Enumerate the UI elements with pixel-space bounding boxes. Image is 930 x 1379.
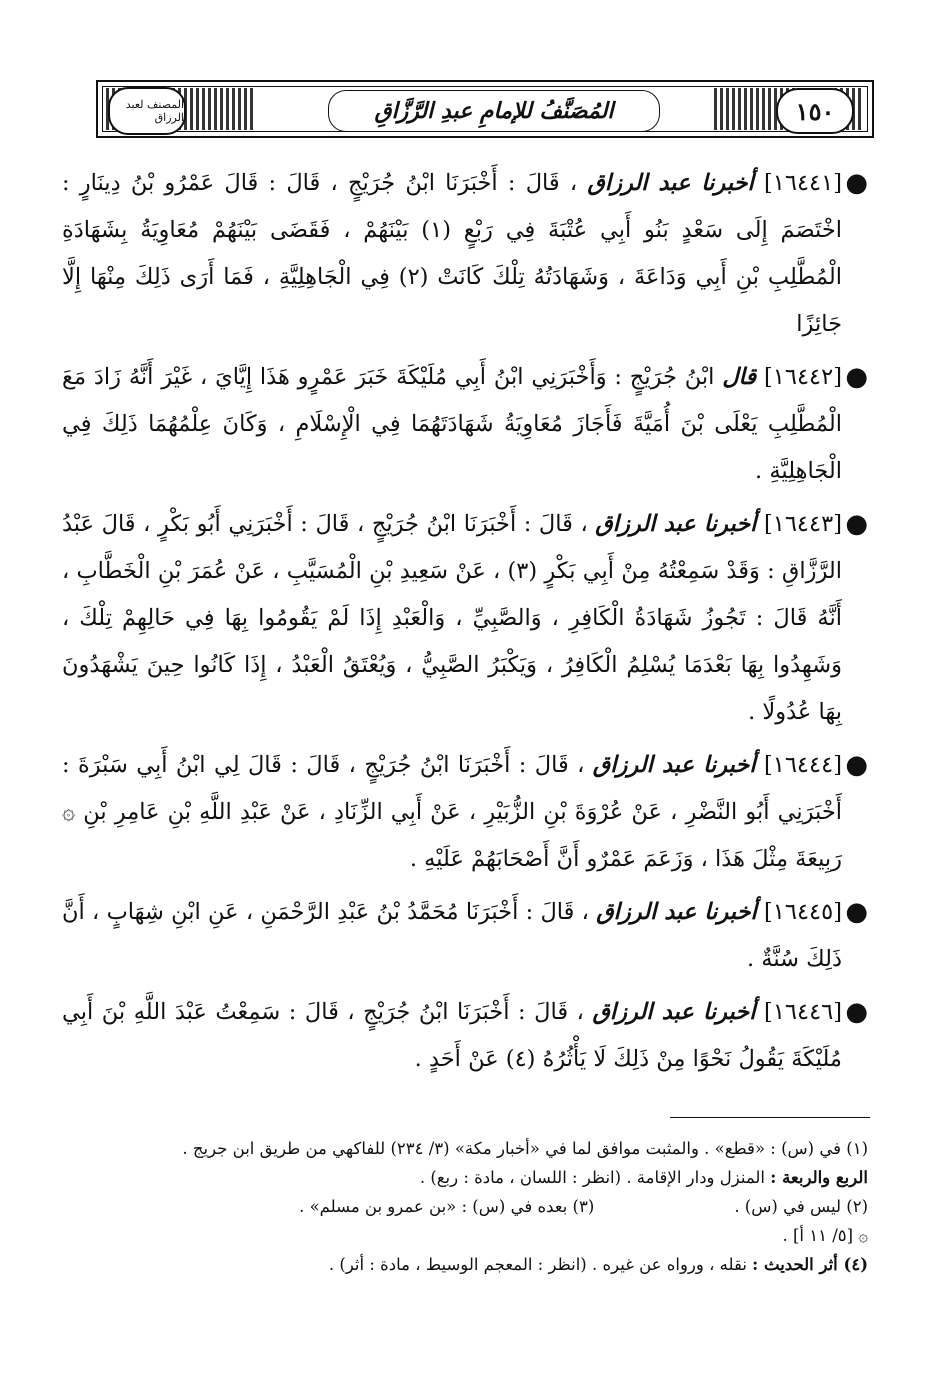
gloss-term: الربع والربعة : — [770, 1168, 868, 1187]
hadith-number: [١٦٤٤٥] — [764, 899, 843, 925]
hadith-number: [١٦٤٤٦] — [764, 999, 843, 1025]
footnote-4 — [62, 1250, 868, 1279]
gloss-term: (٤) أثر الحديث : — [752, 1255, 868, 1274]
footnote-1-gloss — [62, 1163, 868, 1192]
hadith-lead: أخبرنا عبد الرزاق — [587, 170, 754, 196]
page-header — [96, 80, 874, 138]
folio-marker: ۞ [٥/ ١١ أ] . — [782, 1226, 868, 1245]
footnotes — [62, 1134, 868, 1279]
hadith-text: ، قَالَ : أَخْبَرَنَا مُحَمَّدُ بْنُ عَبْدِ الرَّحْمَنِ ، عَنِ ابْنِ شِهَابٍ ، أَنَّ ذَلِكَ سُنَّةٌ . — [62, 899, 842, 972]
footnote-1: (١) في (س) : «قطع» . والمثبت موافق لما في «أخبار مكة» (٣/ ٢٣٤) للفاكهي من طريق ابن جريج . — [182, 1139, 868, 1158]
page-number: ١٥٠ — [776, 88, 854, 134]
bullet-icon: ● — [845, 362, 868, 392]
hadith-item — [62, 501, 868, 736]
seal-logo — [108, 87, 186, 135]
footnote-separator — [670, 1117, 870, 1118]
hadith-number: [١٦٤٤٣] — [763, 511, 842, 537]
hadith-lead: أخبرنا عبد الرزاق — [592, 999, 756, 1025]
hadith-lead: أخبرنا عبد الرزاق — [592, 752, 756, 778]
hadith-lead: أخبرنا عبد الرزاق — [595, 511, 757, 537]
main-text — [62, 160, 868, 1089]
hadith-text: ، قَالَ : أَخْبَرَنَا ابْنُ جُرَيْجٍ ، قَالَ : قَالَ عَمْرُو بْنُ دِينَارٍ : اخْتَصَمَ إِلَى سَعْدٍ بَنُو أَبِي عُتْبَةَ فِي رَبْعٍ (١) بَيْنَهُمْ ، فَقَضَى بَيْنَهُمْ مُعَاوِيَةُ بِشَهَادَةِ الْمُطَّلِبِ بْنِ أَبِي وَدَاعَةَ ، وَشَهَادَتُهُ تِلْكَ كَانَتْ (٢) فِي الْجَاهِلِيَّةِ ، فَمَا أَرَى ذَلِكَ مِنْهَا إِلَّا جَائِزًا — [62, 170, 842, 337]
hadith-item — [62, 160, 868, 348]
bullet-icon: ● — [845, 509, 868, 539]
running-title: المُصَنَّفُ للإمامِ عبدِ الرَّزَّاقِ — [328, 90, 660, 132]
hadith-lead: قال — [722, 364, 757, 390]
bullet-icon: ● — [845, 750, 868, 780]
footnote-2: (٢) ليس في (س) . — [734, 1197, 868, 1216]
hadith-text: ، قَالَ : أَخْبَرَنَا ابْنُ جُرَيْجٍ ، قَالَ : أَخْبَرَنِي أَبُو بَكْرٍ ، قَالَ عَبْدُ الرَّزَّاقِ : وَقَدْ سَمِعْتُهُ مِنْ أَبِي بَكْرٍ (٣) ، عَنْ سَعِيدِ بْنِ الْمُسَيَّبِ ، عَنْ عُمَرَ بْنِ الْخَطَّابِ ، أَنَّهُ قَالَ : تَجُوزُ شَهَادَةُ الْكَافِرِ ، وَالصَّبِيِّ ، وَالْعَبْدِ إِذَا لَمْ يَقُومُوا بِهَا فِي حَالِهِمْ تِلْكَ ، وَشَهِدُوا بِهَا بَعْدَمَا يُسْلِمُ الْكَافِرُ ، وَيَكْبَرُ الصَّبِيُّ ، وَيُعْتَقُ الْعَبْدُ ، إِذَا كَانُوا حِينَ يَشْهَدُونَ بِهَا عُدُولًا . — [62, 511, 842, 725]
hadith-item — [62, 989, 868, 1083]
hadith-lead: أخبرنا عبد الرزاق — [596, 899, 757, 925]
hadith-item — [62, 742, 868, 883]
hadith-number: [١٦٤٤٢] — [764, 364, 842, 390]
gloss-text: نقله ، ورواه عن غيره . (انظر : المعجم الوسيط ، مادة : أثر) . — [328, 1255, 747, 1274]
hadith-text: ، قَالَ : أَخْبَرَنَا ابْنُ جُرَيْجٍ ، قَالَ : قَالَ لِي ابْنُ أَبِي سَبْرَةَ : أَخْبَرَنِي أَبُو النَّضْرِ ، عَنْ عُرْوَةَ بْنِ الزُّبَيْرِ ، عَنْ أَبِي الزِّنَادِ ، عَنْ عَبْدِ اللَّهِ بْنِ عَامِرِ بْنِ ۞ رَبِيعَةَ مِثْلَ هَذَا ، وَزَعَمَ عَمْرٌو أَنَّ أَصْحَابَهُمْ عَلَيْهِ . — [62, 752, 842, 872]
hadith-item — [62, 354, 868, 495]
seal-text: المصنف لعبد الرزاق — [125, 98, 184, 124]
bullet-icon: ● — [845, 168, 868, 198]
hadith-text: ابْنُ جُرَيْجٍ : وَأَخْبَرَنِي ابْنُ أَبِي مُلَيْكَةَ خَبَرَ عَمْرٍو هَذَا إِيَّايَ ، غَيْرَ أَنَّهُ زَادَ مَعَ الْمُطَّلِبِ يَعْلَى بْنَ أُمَيَّةَ فَأَجَازَ مُعَاوِيَةُ شَهَادَتَهُمَا فِي الْإِسْلَامِ ، وَكَانَ عِلْمُهُمَا ذَلِكَ فِي الْجَاهِلِيَّةِ . — [62, 364, 842, 484]
footnote-3: (٣) بعده في (س) : «بن عمرو بن مسلم» . — [299, 1197, 595, 1216]
hadith-number: [١٦٤٤١] — [764, 170, 843, 196]
bullet-icon: ● — [845, 897, 868, 927]
hadith-text: ، قَالَ : أَخْبَرَنَا ابْنُ جُرَيْجٍ ، قَالَ : سَمِعْتُ عَبْدَ اللَّهِ بْنَ أَبِي مُلَيْكَةَ يَقُولُ نَحْوًا مِنْ ذَلِكَ لَا يَأْثُرُهُ (٤) عَنْ أَحَدٍ . — [62, 999, 842, 1072]
hadith-number: [١٦٤٤٤] — [763, 752, 842, 778]
gloss-text: المنزل ودار الإقامة . (انظر : اللسان ، مادة : ربع) . — [419, 1168, 765, 1187]
hadith-item — [62, 889, 868, 983]
footnote-row — [62, 1192, 868, 1221]
bullet-icon: ● — [845, 997, 868, 1027]
